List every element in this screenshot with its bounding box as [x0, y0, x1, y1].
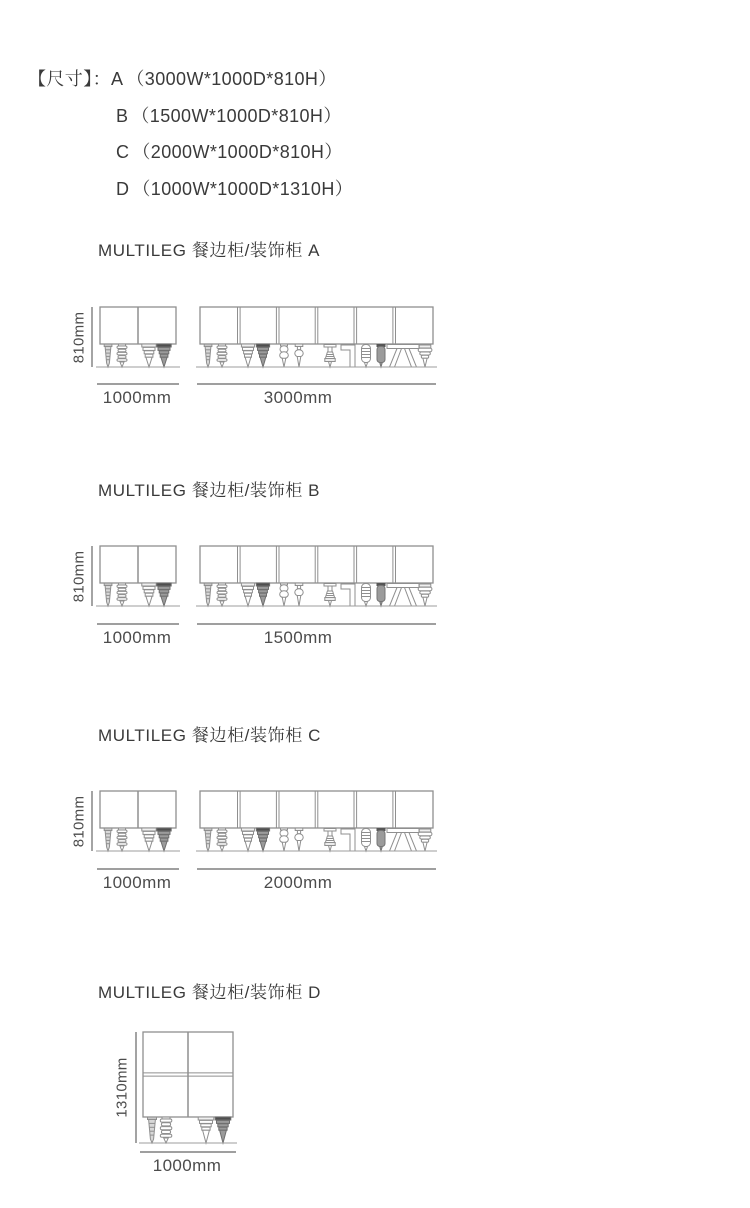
height-dim-label-a: 810mm [70, 311, 88, 364]
size-spec-header [28, 61, 353, 207]
width-dim-label-a-side: 1000mm [102, 388, 172, 407]
section-title-b: MULTILEG 餐边柜/装饰柜 B [98, 481, 321, 500]
size-spec-line-c [116, 134, 353, 171]
drawing-section-b [92, 546, 437, 624]
width-dim-label-b-front: 1500mm [263, 628, 333, 647]
section-title-c: MULTILEG 餐边柜/装饰柜 C [98, 726, 322, 745]
model-letter: B [116, 105, 129, 126]
model-size: （1000W*1000D*1310H） [132, 178, 354, 199]
drawing-section-d [136, 1032, 237, 1152]
model-size: （2000W*1000D*810H） [132, 142, 343, 162]
model-letter: D [116, 178, 130, 199]
section-title-d: MULTILEG 餐边柜/装饰柜 D [98, 983, 322, 1002]
width-dim-label-d: 1000mm [152, 1156, 222, 1175]
height-dim-label-d: 1310mm [113, 1057, 131, 1118]
model-size: （1500W*1000D*810H） [131, 105, 342, 126]
size-spec-prefix: 【尺寸】： [28, 69, 111, 89]
size-spec-line-b [116, 98, 353, 135]
width-dim-label-c-side: 1000mm [102, 873, 172, 892]
size-spec-line-a [28, 61, 353, 98]
height-dim-label-b: 810mm [70, 550, 88, 603]
width-dim-label-b-side: 1000mm [102, 628, 172, 647]
model-size: （3000W*1000D*810H） [126, 69, 337, 89]
width-dim-label-c-front: 2000mm [263, 873, 333, 892]
model-letter: A [111, 69, 124, 89]
size-spec-line-d [116, 171, 353, 208]
model-letter: C [116, 142, 130, 162]
drawing-section-c [92, 791, 437, 869]
width-dim-label-a-front: 3000mm [263, 388, 333, 407]
drawing-section-a [92, 307, 437, 384]
section-title-a: MULTILEG 餐边柜/装饰柜 A [98, 241, 321, 260]
height-dim-label-c: 810mm [70, 795, 88, 848]
